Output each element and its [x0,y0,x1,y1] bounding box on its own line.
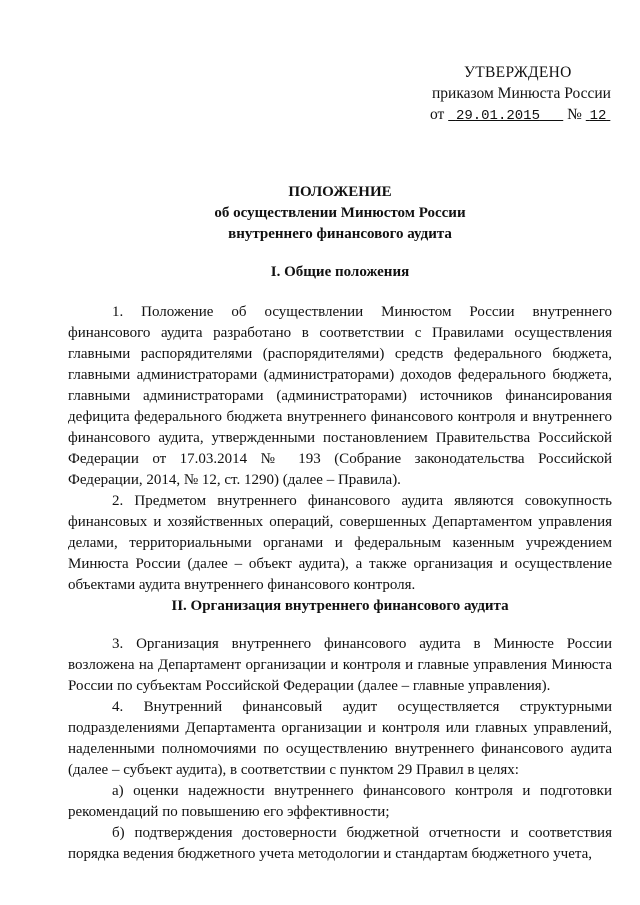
title-line-1: ПОЛОЖЕНИЕ [288,184,392,200]
paragraph-3: 3. Организация внутреннего финансового аудита в Минюсте России возложена на Департамент организации и контроля и главные управления Минюста России по субъектам Российской Федерации (далее – главные управления). [68,636,612,694]
approval-date: 29.01.2015 [455,108,540,124]
paragraph-4: 4. Внутренний финансовый аудит осуществляется структурными подразделениями Департамента организации и контроля или главных управлений, наделенными полномочиями по осуществлению внутреннего финансового аудита (далее – субъект аудита), в соответствии с пунктом 29 Правил в целях: [68,699,612,778]
section-1-heading: I. Общие положения [270,264,410,280]
approval-order-line: приказом Минюста России [432,85,611,102]
number-prefix: № [567,106,582,123]
date-prefix: от [430,106,445,123]
paragraph-4a: а) оценки надежности внутреннего финансового контроля и подготовки рекомендаций по повышению его эффективности; [68,783,612,820]
number-underline [586,106,611,123]
title-line-3: внутреннего финансового аудита [228,226,452,242]
paragraph-1: 1. Положение об осуществлении Минюстом России внутреннего финансового аудита разработано в соответствии с Правилами осуществления главными распорядителями (распорядителями) средств федерального бюджета, главными администраторами (администраторами) доходов федерального бюджета, главными администраторами (администраторами) источников финансирования дефицита федерального бюджета внутреннего финансового контроля и внутреннего финансового аудита, утвержденными постановлением Правительства Российской Федерации от 17.03.2014 № 193 (Собрание законодательства Российской Федерации, 2014, № 12, ст. 1290) (далее – Правила). [68,304,612,488]
paragraph-2: 2. Предметом внутреннего финансового аудита являются совокупность финансовых и хозяйственных операций, совершенных Департаментом управления делами, территориальными органами и федеральным казенным учреждением Минюста России (далее – объект аудита), а также организация и осуществление объектами аудита внутреннего финансового контроля. [68,493,612,593]
approval-number: 12 [589,108,607,124]
section-1-body [68,302,612,596]
section-2-body [68,634,612,865]
section-2-heading: II. Организация внутреннего финансового аудита [171,598,509,614]
approval-title: УТВЕРЖДЕНО [464,64,572,81]
document-title [60,182,620,245]
date-underline [448,106,563,123]
approval-date-row [430,104,620,127]
approval-stamp [430,62,620,127]
title-line-2: об осуществлении Минюстом России [214,205,466,221]
paragraph-4b: б) подтверждения достоверности бюджетной отчетности и соответствия порядка ведения бюджетного учета методологии и стандартам бюджетного учета, [68,825,612,862]
